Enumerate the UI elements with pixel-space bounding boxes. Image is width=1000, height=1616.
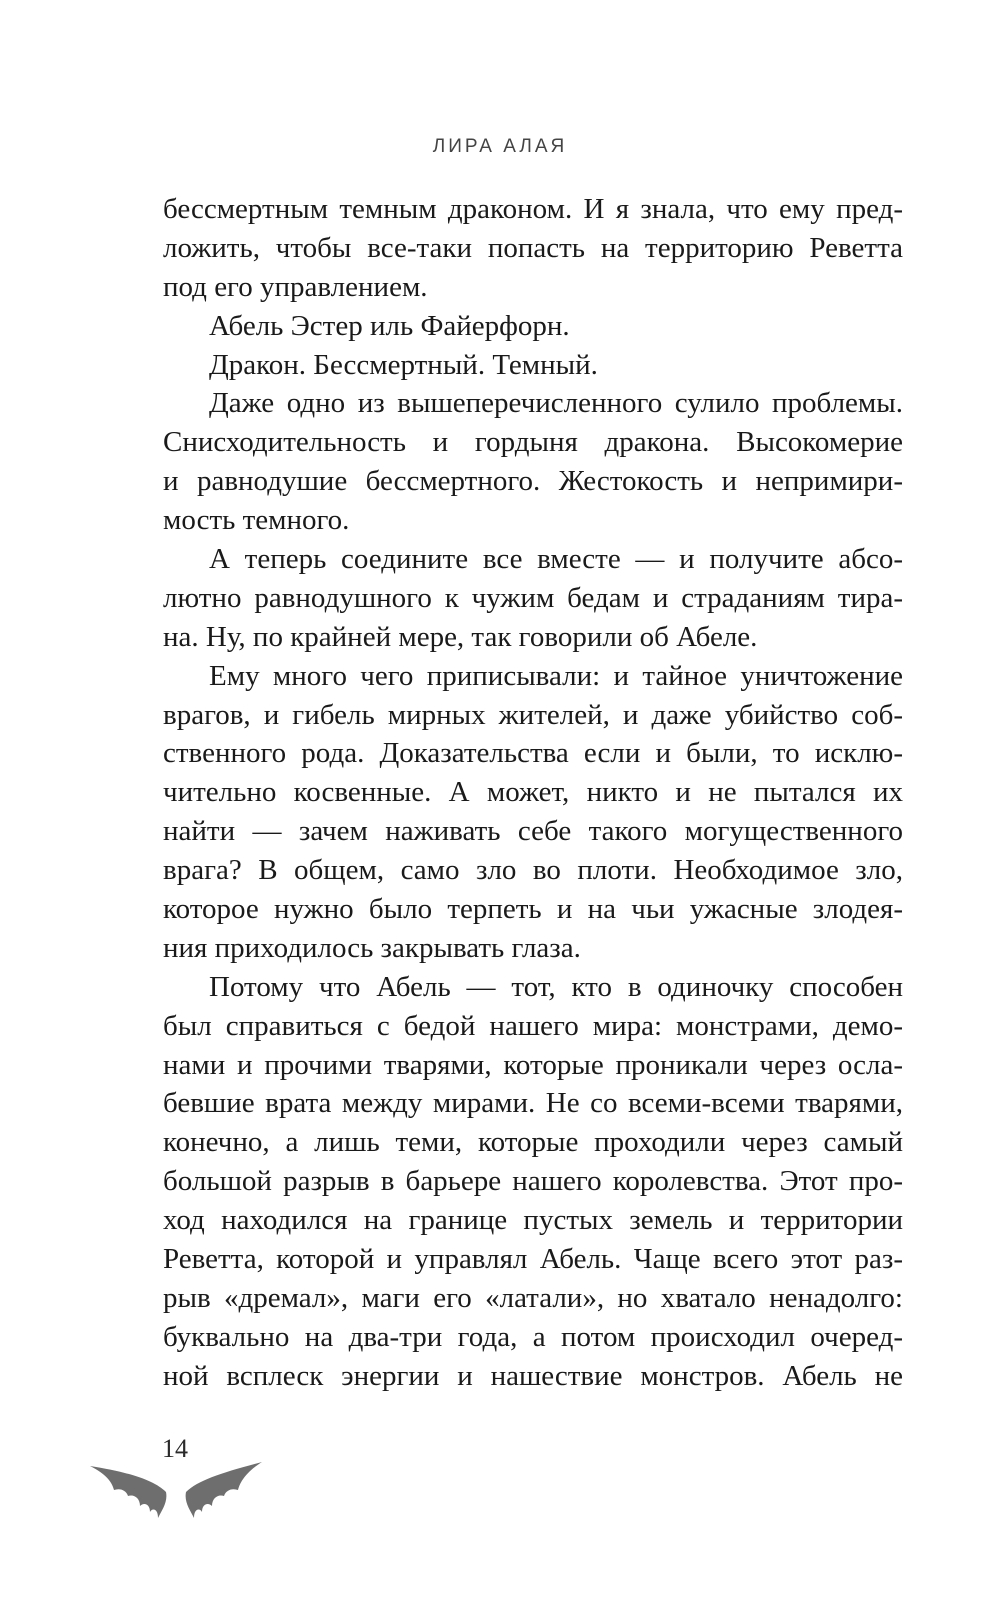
running-title: ЛИРА АЛАЯ <box>432 136 568 157</box>
text-line: под его управлением. <box>163 270 428 303</box>
text-line: ния приходилось закрывать глаза. <box>163 931 581 964</box>
text-line: Абель Эстер иль Файерфорн. <box>209 309 570 342</box>
text-line: Реветта, которой и управлял Абель. Чаще всего этот раз- <box>163 1243 903 1276</box>
text-line: Дракон. Бессмертный. Темный. <box>209 348 598 381</box>
text-line: ход находился на границе пустых земель и территории <box>163 1204 903 1237</box>
text-line: Ему много чего приписывали: и тайное уничтожение <box>209 659 903 692</box>
text-line: ложить, чтобы все-таки попасть на территорию Реветта <box>163 231 903 264</box>
body-text <box>163 190 903 1396</box>
text-line: был справиться с бедой нашего мира: монстрами, демо- <box>163 1009 903 1042</box>
text-line: чительно косвенные. А может, никто и не пытался их <box>163 776 903 809</box>
text-line: врага? В общем, само зло во плоти. Необходимое зло, <box>163 854 903 887</box>
text-line: лютно равнодушного к чужим бедам и страданиям тира- <box>163 581 903 614</box>
text-line: конечно, а лишь теми, которые проходили через самый <box>163 1126 903 1159</box>
text-line: буквально на два-три года, а потом происходил очеред- <box>163 1320 903 1353</box>
text-line: врагов, и гибель мирных жителей, и даже убийство соб- <box>163 698 903 731</box>
text-line: и равнодушие бессмертного. Жестокость и непримири- <box>163 465 903 498</box>
text-line: которое нужно было терпеть и на чьи ужасные злодея- <box>163 893 903 926</box>
text-line: найти — зачем наживать себе такого могущественного <box>163 815 903 848</box>
text-line: мость темного. <box>163 504 350 537</box>
text-line: ной всплеск энергии и нашествие монстров. Абель не <box>163 1359 903 1392</box>
text-line: на. Ну, по крайней мере, так говорили об Абеле. <box>163 620 758 653</box>
left-wing-shape <box>90 1466 166 1518</box>
right-wing-shape <box>186 1462 262 1518</box>
text-line: ственного рода. Доказательства если и были, то исклю- <box>163 737 903 770</box>
text-line: А теперь соедините все вместе — и получите абсо- <box>209 543 903 576</box>
text-line: Даже одно из вышеперечисленного сулило проблемы. <box>209 387 903 420</box>
text-line: большой разрыв в барьере нашего королевства. Этот про- <box>163 1165 903 1198</box>
text-line: нами и прочими тварями, которые проникали через осла- <box>163 1048 903 1081</box>
page-number: 14 <box>162 1434 188 1463</box>
text-line: Потому что Абель — тот, кто в одиночку способен <box>209 970 903 1003</box>
text-line: Снисходительность и гордыня дракона. Высокомерие <box>163 426 903 459</box>
text-line: рыв «дремал», маги его «латали», но хватало ненадолго: <box>163 1281 903 1314</box>
text-line: бевшие врата между мирами. Не со всеми-всеми тварями, <box>163 1087 903 1120</box>
bat-wings-icon <box>88 1452 264 1524</box>
text-line: бессмертным темным драконом. И я знала, что ему пред- <box>163 193 903 225</box>
